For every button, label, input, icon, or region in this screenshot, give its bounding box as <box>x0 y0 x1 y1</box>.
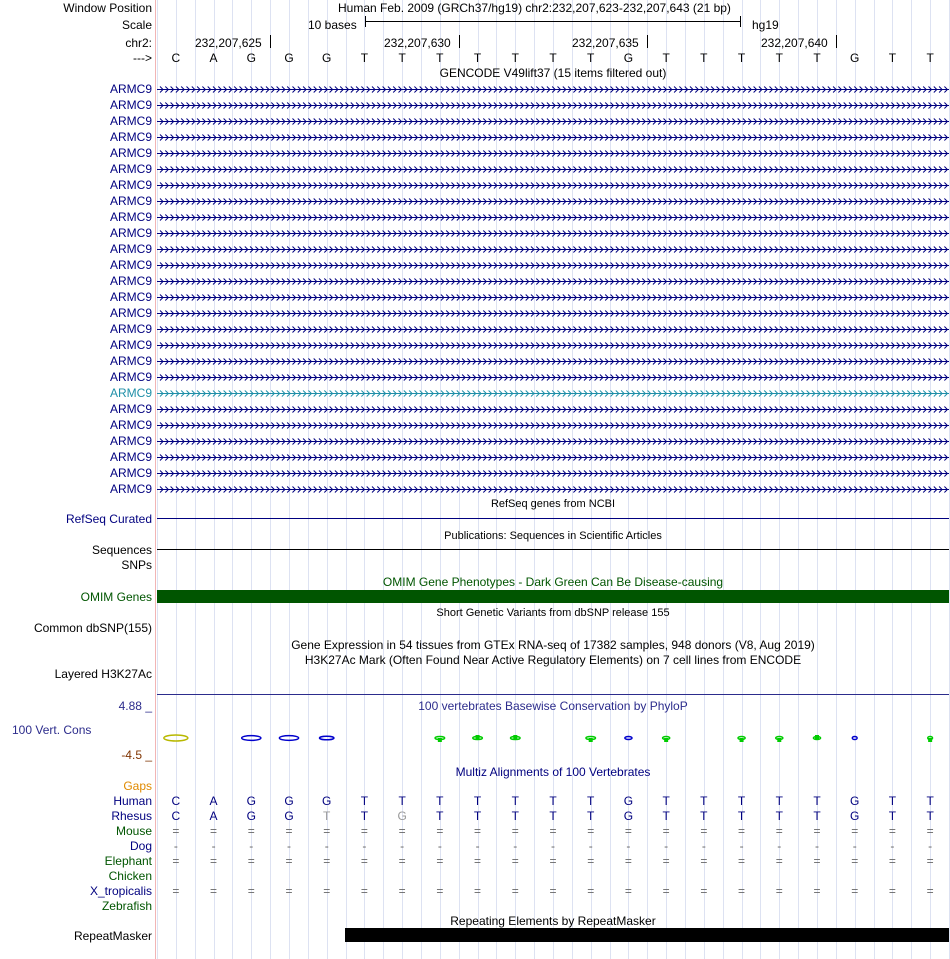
alignment-base: = <box>775 884 783 898</box>
alignment-base: - <box>211 839 216 853</box>
phylop-score-glyph <box>813 737 820 740</box>
alignment-base: = <box>398 884 406 898</box>
alignment-base: G <box>623 794 634 808</box>
alignment-base: T <box>398 794 406 808</box>
gtex-track-title: Gene Expression in 54 tissues from GTEx RNA-seq of 17382 samples, 948 donors (V8, Aug 2019) <box>291 638 815 652</box>
gencode-transcript-label[interactable]: ARMC9 <box>109 114 152 128</box>
gencode-transcript-label[interactable]: ARMC9 <box>109 290 152 304</box>
gencode-transcript-label[interactable]: ARMC9 <box>109 450 152 464</box>
alignment-base: = <box>285 884 293 898</box>
phylop-min-label: -4.5 _ <box>121 748 152 762</box>
alignment-base: = <box>813 884 821 898</box>
alignment-base: = <box>775 824 783 838</box>
alignment-base: = <box>285 824 293 838</box>
alignment-base: = <box>738 854 746 868</box>
gencode-transcript-label[interactable]: ARMC9 <box>109 210 152 224</box>
strand-chevrons <box>160 279 947 285</box>
phylop-score-bar <box>476 735 480 739</box>
multiz-track-title: Multiz Alignments of 100 Vertebrates <box>455 765 651 779</box>
alignment-base: T <box>360 794 369 808</box>
alignment-base: = <box>360 854 368 868</box>
alignment-base: = <box>813 854 821 868</box>
sequence-base: T <box>926 51 934 65</box>
gencode-transcript-label[interactable]: ARMC9 <box>109 130 152 144</box>
phylop-score-bar <box>740 738 744 742</box>
gencode-transcript-label[interactable]: ARMC9 <box>109 322 152 336</box>
alignment-base: T <box>587 809 595 823</box>
sequence-base: G <box>246 51 256 65</box>
alignment-base: - <box>664 839 669 853</box>
alignment-base: - <box>513 839 518 853</box>
strand-chevrons <box>160 407 947 413</box>
sequence-base: T <box>549 51 557 65</box>
phylop-score-bar <box>928 738 932 742</box>
strand-chevrons <box>160 263 947 269</box>
alignment-base: T <box>813 794 821 808</box>
alignment-base: G <box>322 794 332 808</box>
strand-chevrons <box>160 119 947 125</box>
gencode-transcript-label[interactable]: ARMC9 <box>109 98 152 112</box>
gencode-transcript-label[interactable]: ARMC9 <box>109 258 152 272</box>
alignment-base: T <box>813 809 821 823</box>
alignment-base: = <box>738 824 746 838</box>
alignment-base: - <box>173 839 178 853</box>
alignment-base: T <box>549 794 557 808</box>
phylop-score-glyph <box>164 735 188 741</box>
dbsnp-track-title: Short Genetic Variants from dbSNP release 155 <box>436 607 670 619</box>
alignment-base: - <box>701 839 706 853</box>
phylop-score-glyph <box>510 737 520 740</box>
coord-tick-label: 232,207,640 <box>761 36 828 50</box>
alignment-base: = <box>247 824 255 838</box>
gencode-transcript-label[interactable]: ARMC9 <box>109 82 152 96</box>
gencode-transcript-label[interactable]: ARMC9 <box>109 242 152 256</box>
alignment-base: = <box>888 824 896 838</box>
alignment-base: = <box>511 884 519 898</box>
alignment-base: - <box>400 839 405 853</box>
sequence-base: T <box>700 51 708 65</box>
alignment-base: T <box>775 809 783 823</box>
publications-track-title: Publications: Sequences in Scientific Articles <box>444 530 662 542</box>
gencode-transcript-label[interactable]: ARMC9 <box>109 386 152 400</box>
alignment-base: T <box>323 809 331 823</box>
alignment-base: - <box>928 839 933 853</box>
alignment-base: T <box>436 809 444 823</box>
strand-chevrons <box>160 231 947 237</box>
alignment-base: = <box>474 854 482 868</box>
alignment-base: G <box>284 794 294 808</box>
alignment-base: = <box>172 884 180 898</box>
phylop-score-glyph <box>279 736 298 741</box>
sequence-base: G <box>322 51 332 65</box>
alignment-base: = <box>323 884 331 898</box>
alignment-base: = <box>888 884 896 898</box>
alignment-base: = <box>549 884 557 898</box>
alignment-base: T <box>662 809 670 823</box>
phylop-score-bar <box>589 738 593 742</box>
alignment-base: = <box>851 824 859 838</box>
alignment-base: T <box>549 809 557 823</box>
species-label[interactable]: Rhesus <box>111 809 152 823</box>
alignment-base: G <box>850 809 860 823</box>
alignment-base: = <box>549 854 557 868</box>
alignment-base: = <box>926 854 934 868</box>
alignment-base: - <box>475 839 480 853</box>
alignment-base: = <box>662 854 670 868</box>
repeatmasker-track-title: Repeating Elements by RepeatMasker <box>450 914 656 928</box>
gencode-transcript-label[interactable]: ARMC9 <box>109 194 152 208</box>
alignment-base: = <box>851 884 859 898</box>
alignment-base: = <box>926 824 934 838</box>
phylop-score-glyph <box>586 737 596 740</box>
alignment-base: = <box>624 854 632 868</box>
alignment-base: C <box>171 809 181 823</box>
scale-db: hg19 <box>752 18 779 32</box>
alignment-base: - <box>362 839 367 853</box>
alignment-base: T <box>587 794 595 808</box>
alignment-base: T <box>888 794 897 808</box>
alignment-base: - <box>287 839 291 853</box>
sequence-base: T <box>662 51 670 65</box>
alignment-base: = <box>398 824 406 838</box>
alignment-base: A <box>209 809 218 823</box>
h3k27ac-track-title: H3K27Ac Mark (Often Found Near Active Regulatory Elements) on 7 cell lines from ENCODE <box>304 653 802 667</box>
alignment-base: = <box>624 824 632 838</box>
alignment-base: = <box>775 854 783 868</box>
alignment-base: = <box>436 824 444 838</box>
alignment-base: = <box>813 824 821 838</box>
phylop-track-title: 100 vertebrates Basewise Conservation by PhyloP <box>418 699 688 713</box>
alignment-base: = <box>210 854 218 868</box>
alignment-base: = <box>323 824 331 838</box>
alignment-base: T <box>436 794 444 808</box>
alignment-base: G <box>246 794 256 808</box>
assembly-position-text[interactable]: Human Feb. 2009 (GRCh37/hg19) chr2:232,207,623-232,207,643 (21 bp) <box>338 1 731 15</box>
alignment-base: = <box>624 884 632 898</box>
strand-chevrons <box>160 471 947 477</box>
layered-h3k27ac-label[interactable]: Layered H3K27Ac <box>54 667 152 681</box>
repeatmasker-label[interactable]: RepeatMasker <box>73 929 152 943</box>
strand-chevrons <box>160 439 947 445</box>
gencode-transcript-label[interactable]: ARMC9 <box>109 274 152 288</box>
gencode-transcript-label[interactable]: ARMC9 <box>109 466 152 480</box>
sequence-base: T <box>511 51 519 65</box>
strand-chevrons <box>160 359 947 365</box>
gencode-track-title[interactable]: GENCODE V49lift37 (15 items filtered out) <box>439 66 667 80</box>
alignment-base: = <box>587 854 595 868</box>
gaps-label[interactable]: Gaps <box>123 779 152 793</box>
alignment-base: T <box>926 794 934 808</box>
strand-chevrons <box>160 199 947 205</box>
window-position-label: Window Position <box>63 1 152 15</box>
alignment-base: G <box>850 794 860 808</box>
alignment-base: T <box>662 794 670 808</box>
gencode-transcript-label[interactable]: ARMC9 <box>109 482 152 496</box>
alignment-base: = <box>436 854 444 868</box>
alignment-base: = <box>172 854 180 868</box>
sequence-base: G <box>284 51 294 65</box>
sequence-base: T <box>813 51 821 65</box>
alignment-base: = <box>474 824 482 838</box>
gencode-transcript-label[interactable]: ARMC9 <box>109 306 152 320</box>
alignment-base: = <box>926 884 934 898</box>
species-label[interactable]: Zebrafish <box>101 899 152 913</box>
gencode-transcript-label[interactable]: ARMC9 <box>109 226 152 240</box>
omim-track-title: OMIM Gene Phenotypes - Dark Green Can Be Disease-causing <box>382 575 724 589</box>
sequence-base: T <box>473 51 482 65</box>
alignment-base: T <box>360 809 369 823</box>
alignment-base: G <box>284 809 294 823</box>
gencode-transcript-label[interactable]: ARMC9 <box>109 338 152 352</box>
strand-label: ---> <box>133 51 152 65</box>
sequence-base: T <box>737 51 746 65</box>
strand-chevrons <box>160 103 947 109</box>
species-label[interactable]: Human <box>113 794 152 808</box>
alignment-base: = <box>360 824 368 838</box>
alignment-base: - <box>739 839 744 853</box>
alignment-base: C <box>171 794 181 808</box>
phylop-score-bar <box>815 735 819 739</box>
omim-genes-label[interactable]: OMIM Genes <box>80 590 152 604</box>
alignment-base: - <box>777 839 782 853</box>
phylop-score-glyph <box>625 737 632 740</box>
refseq-track-title: RefSeq genes from NCBI <box>490 498 616 510</box>
alignment-base: = <box>474 884 482 898</box>
alignment-base: G <box>623 809 634 823</box>
phylop-score-bar <box>664 738 668 742</box>
strand-chevrons <box>160 455 947 461</box>
phylop-score-bar <box>438 738 442 742</box>
scale-label: Scale <box>121 18 152 32</box>
strand-chevrons <box>160 375 947 381</box>
alignment-base: = <box>360 884 368 898</box>
vert-cons-label[interactable]: 100 Vert. Cons <box>12 723 92 737</box>
alignment-base: = <box>549 824 557 838</box>
chrom-label: chr2: <box>125 36 152 50</box>
sequence-base: A <box>209 51 218 65</box>
common-dbsnp-label[interactable]: Common dbSNP(155) <box>33 621 152 635</box>
strand-chevrons <box>160 295 947 301</box>
strand-chevrons <box>160 343 947 349</box>
sequence-base: T <box>360 51 369 65</box>
alignment-base: T <box>473 794 482 808</box>
species-label[interactable]: Mouse <box>115 824 152 838</box>
phylop-score-bar <box>513 735 517 739</box>
alignment-base: T <box>473 809 482 823</box>
alignment-base: T <box>511 794 519 808</box>
sequence-base: T <box>587 51 595 65</box>
sequence-base: T <box>436 51 444 65</box>
alignment-base: = <box>323 854 331 868</box>
alignment-base: - <box>588 839 593 853</box>
alignment-base: - <box>324 839 329 853</box>
strand-chevrons <box>160 135 947 141</box>
strand-chevrons <box>160 391 947 397</box>
alignment-base: T <box>926 809 934 823</box>
alignment-base: = <box>398 854 406 868</box>
alignment-base: = <box>285 854 293 868</box>
sequence-base: T <box>398 51 406 65</box>
gencode-transcript-label[interactable]: ARMC9 <box>109 434 152 448</box>
phylop-score-glyph <box>776 737 783 740</box>
alignment-base: T <box>511 809 519 823</box>
alignment-base: = <box>888 854 896 868</box>
alignment-base: T <box>737 794 746 808</box>
sequence-base: G <box>850 51 860 65</box>
phylop-score-glyph <box>242 736 261 741</box>
strand-chevrons <box>160 327 947 333</box>
gencode-transcript-label[interactable]: ARMC9 <box>109 178 152 192</box>
alignment-base: = <box>247 854 255 868</box>
phylop-score-glyph <box>473 737 483 740</box>
alignment-base: T <box>737 809 746 823</box>
strand-chevrons <box>160 247 947 253</box>
alignment-base: = <box>662 824 670 838</box>
sequence-base: G <box>623 51 634 65</box>
alignment-base: T <box>888 809 897 823</box>
alignment-base: = <box>511 824 519 838</box>
alignment-base: - <box>852 839 857 853</box>
gencode-transcript-label[interactable]: ARMC9 <box>109 418 152 432</box>
sequence-base: T <box>775 51 783 65</box>
species-label[interactable]: Chicken <box>108 869 152 883</box>
strand-chevrons <box>160 311 947 317</box>
alignment-base: = <box>587 884 595 898</box>
alignment-base: = <box>172 824 180 838</box>
alignment-base: - <box>890 839 895 853</box>
gencode-transcript-label[interactable]: ARMC9 <box>109 162 152 176</box>
alignment-base: - <box>249 839 254 853</box>
alignment-base: T <box>700 794 708 808</box>
coord-tick-label: 232,207,625 <box>195 36 262 50</box>
strand-chevrons <box>160 423 947 429</box>
alignment-base: - <box>437 839 442 853</box>
alignment-base: = <box>851 854 859 868</box>
omim-gene-bar[interactable] <box>157 590 949 603</box>
strand-chevrons <box>160 87 947 93</box>
phylop-score-glyph <box>435 737 445 740</box>
alignment-base: = <box>662 884 670 898</box>
alignment-base: G <box>246 809 256 823</box>
alignment-base: - <box>551 839 555 853</box>
gencode-transcript-label[interactable]: ARMC9 <box>109 370 152 384</box>
snps-label[interactable]: SNPs <box>121 558 152 572</box>
alignment-base: = <box>700 854 708 868</box>
strand-chevrons <box>160 487 947 493</box>
strand-chevrons <box>160 183 947 189</box>
alignment-base: T <box>700 809 708 823</box>
coord-tick-label: 232,207,630 <box>384 36 451 50</box>
phylop-score-glyph <box>663 737 670 740</box>
phylop-score-glyph <box>320 736 334 740</box>
alignment-base: T <box>775 794 783 808</box>
alignment-base: = <box>700 824 708 838</box>
strand-chevrons <box>160 215 947 221</box>
phylop-score-glyph <box>852 737 857 740</box>
gencode-transcript-label[interactable]: ARMC9 <box>109 354 152 368</box>
repeat-element-bar[interactable] <box>345 928 949 942</box>
alignment-base: A <box>209 794 218 808</box>
alignment-base: = <box>436 884 444 898</box>
alignment-base: - <box>626 839 631 853</box>
alignment-base: = <box>247 884 255 898</box>
alignment-base: = <box>210 824 218 838</box>
sequence-base: T <box>888 51 897 65</box>
alignment-base: G <box>397 809 407 823</box>
gencode-transcript-label[interactable]: ARMC9 <box>109 146 152 160</box>
species-label[interactable]: Dog <box>129 839 152 853</box>
sequence-base: C <box>171 51 181 65</box>
phylop-score-glyph <box>928 737 933 740</box>
species-label[interactable]: Elephant <box>104 854 152 868</box>
alignment-base: = <box>210 884 218 898</box>
alignment-base: - <box>815 839 819 853</box>
strand-chevrons <box>160 167 947 173</box>
gencode-transcript-label[interactable]: ARMC9 <box>109 402 152 416</box>
alignment-base: = <box>511 854 519 868</box>
phylop-score-glyph <box>738 737 745 740</box>
strand-chevrons <box>160 151 947 157</box>
coord-tick-label: 232,207,635 <box>572 36 639 50</box>
refseq-curated-label[interactable]: RefSeq Curated <box>65 512 152 526</box>
alignment-base: = <box>738 884 746 898</box>
phylop-score-bar <box>777 738 781 742</box>
species-label[interactable]: X_tropicalis <box>89 884 152 898</box>
scale-text: 10 bases <box>308 18 357 32</box>
alignment-base: = <box>700 884 708 898</box>
alignment-base: = <box>587 824 595 838</box>
phylop-max-label: 4.88 _ <box>118 699 152 713</box>
sequences-label[interactable]: Sequences <box>91 543 152 557</box>
